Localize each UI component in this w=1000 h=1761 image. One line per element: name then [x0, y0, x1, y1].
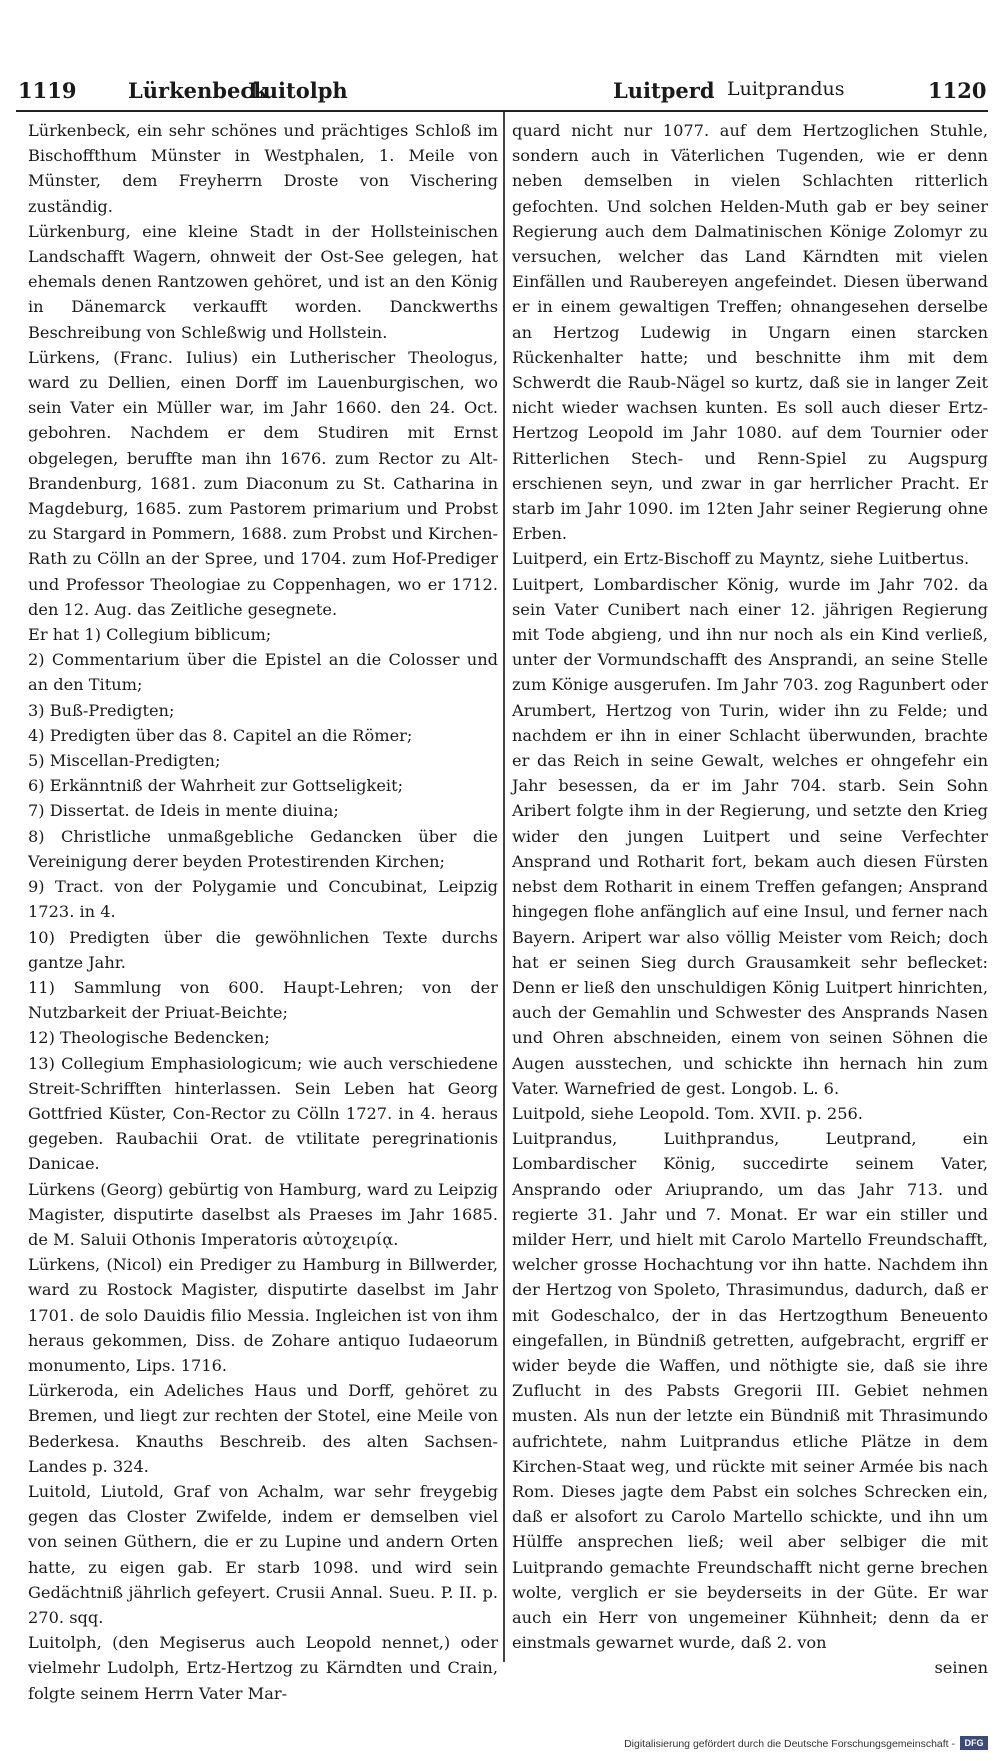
- column-divider: [503, 112, 505, 1662]
- right-catchword-2: Luitprandus: [727, 78, 845, 100]
- catchword-next-page: seinen: [934, 1658, 988, 1678]
- right-catchword-1: Luitperd: [613, 78, 715, 103]
- right-column: [512, 118, 988, 1681]
- entry-luitolph-continued: quard nicht nur 1077. auf dem Hertzoglichen Stuhle, sondern auch in Väterlichen Tugenden, wie er denn neben demselben in vielen Schlachten ritterlich gefochten. Und solchen Helden-Muth gab er bey seiner Regierung auch dem Dalmatinischen Könige Zolomyr zu versuchen, welcher das Land Kärndten mit vielen Einfällen und Raubereyen angefeindet. Diesen überwand er in einem gewaltigen Treffen; ohnangesehen derselbe an Hertzog Ludewig in Ungarn einen starcken Rückenhalter hatte; und beschnitte ihm mit dem Schwerdt die Raub-Nägel so kurtz, daß sie in langer Zeit nicht wieder wachsen kunten. Es soll auch dieser Ertz-Hertzog Leopold im Jahr 1080. auf dem Tournier oder Ritterlichen Stech- und Renn-Spiel zu Augspurg erschienen seyn, und zwar in gar herrlicher Pracht. Er starb im Jahr 1090. im 12ten Jahr seiner Regierung ohne Erben.: [512, 121, 988, 544]
- entry-luitold: Luitold, Liutold, Graf von Achalm, war sehr freygebig gegen das Closter Zwifelde, indem er demselben viel von seinen Güthern, die er zu Lupine und andern Orten hatte, zu eigen gab. Er starb 1098. und wird sein Gedächtniß jährlich gefeyert. Crusii Annal. Sueu. P. II. p. 270. sqq.: [28, 1481, 498, 1627]
- work-item: 6) Erkänntniß der Wahrheit zur Gottseligkeit;: [28, 776, 404, 796]
- entry-lurkens-georg: Lürkens (Georg) gebürtig von Hamburg, ward zu Leipzig Magister, disputirte daselbst als Praeses im Jahr 1685. de M. Saluii Othonis Imperatoris αὐτοχειρίᾳ.: [28, 1179, 498, 1249]
- header-rule: [16, 110, 988, 112]
- left-catchword-2: Luitolph: [248, 78, 348, 103]
- work-item: 10) Predigten über die gewöhnlichen Texte durchs gantze Jahr.: [28, 927, 498, 972]
- entry-luitpold: Luitpold, siehe Leopold. Tom. XVII. p. 256.: [512, 1103, 863, 1123]
- work-item: 5) Miscellan-Predigten;: [28, 751, 221, 771]
- entry-lurkens-nicol: Lürkens, (Nicol) ein Prediger zu Hamburg in Billwerder, ward zu Rostock Magister, disputirte daselbst im Jahr 1701. de solo Dauidis filio Messia. Ingleichen ist von ihm heraus gekommen, Diss. de Zohare antiquo Iudaeorum monumento, Lips. 1716.: [28, 1255, 498, 1375]
- dfg-logo: DFG: [960, 1736, 988, 1750]
- work-item: 4) Predigten über das 8. Capitel an die Römer;: [28, 725, 413, 745]
- work-item: 3) Buß-Predigten;: [28, 700, 175, 720]
- right-page-number: 1120: [928, 78, 987, 103]
- work-item: 11) Sammlung von 600. Haupt-Lehren; von der Nutzbarkeit der Priuat-Beichte;: [28, 977, 498, 1023]
- entry-lurkenburg: Lürkenburg, eine kleine Stadt in der Hollsteinischen Landschafft Wagern, ohnweit der Ost-See gelegen, hat ehemals denen Rantzowen gehöret, und ist an den König in Dänemarck verkaufft worden. Danckwerths Beschreibung von Schleßwig und Hollstein.: [28, 221, 498, 342]
- entry-lurkenbeck: Lürkenbeck, ein sehr schönes und prächtiges Schloß im Bischoffthum Münster in Westphalen, 1. Meile von Münster, dem Freyherrn Droste von Vischering zuständig.: [28, 121, 498, 216]
- work-item: 8) Christliche unmaßgebliche Gedancken über die Vereinigung derer beyden Protestirenden Kirchen;: [28, 826, 498, 871]
- entry-luitpert: Luitpert, Lombardischer König, wurde im Jahr 702. da sein Vater Cunibert nach einer 12. jährigen Regierung mit Tode abgieng, und ihn nur noch als ein Kind verließ, unter der Vormundschafft des Ansprandi, an seine Stelle zum Könige ausgerufen. Im Jahr 703. zog Ragunbert oder Arumbert, Hertzog von Turin, wider ihn zu Felde; und nachdem er ihn in einer Schlacht überwunden, brachte er das Reich in seine Gewalt, welches er ohngefehr ein Jahr besessen, da er im Jahr 704. starb. Sein Sohn Aribert folgte ihm in der Regierung, und setzte den Krieg wider den jungen Luitpert und seine Verfechter Ansprand und Rotharit fort, bekam auch diesen Fürsten nebst dem Rotharit in einem Treffen gefangen; Ansprand hingegen flohe anfänglich auf eine Insul, und ferner nach Bayern. Aripert war also völlig Meister vom Reich; doch hat er seinen Sieg durch Grausamkeit sehr beflecket: Denn er ließ den unschuldigen König Luitpert hinrichten, auch der Gemahlin und Schwester des Ansprands Nasen und Ohren abschneiden, einem von seinen Söhnen die Augen ausstechen, und schickte ihn hernach hin zum Vater. Warnefried de gest. Longob. L. 6.: [512, 574, 988, 1098]
- entry-luitolph: Luitolph, (den Megiserus auch Leopold nennet,) oder vielmehr Ludolph, Ertz-Hertzog zu Kärndten und Crain, folgte seinem Herrn Vater Mar-: [28, 1633, 498, 1703]
- work-item: 13) Collegium Emphasiologicum; wie auch verschiedene Streit-Schrifften hinterlassen. Sein Leben hat Georg Gottfried Küster, Con-Rector zu Cölln 1727. in 4. heraus gegeben. Raubachii Orat. de vtilitate peregrinationis Danicae.: [28, 1053, 498, 1174]
- work-item: Er hat 1) Collegium biblicum;: [28, 625, 272, 645]
- left-column: [28, 118, 498, 1706]
- digitization-note: Digitalisierung gefördert durch die Deutsche Forschungsgemeinschaft -: [624, 1738, 955, 1750]
- left-catchword-1: Lürkenbeck: [128, 78, 268, 103]
- work-item: 2) Commentarium über die Epistel an die Colosser und an den Titum;: [28, 650, 498, 695]
- work-item: 9) Tract. von der Polygamie und Concubinat, Leipzig 1723. in 4.: [28, 877, 498, 922]
- entry-lurkeroda: Lürkeroda, ein Adeliches Haus und Dorff, gehöret zu Bremen, und liegt zur rechten der Stotel, eine Meile von Bederkesa. Knauths Beschreib. des alten Sachsen-Landes p. 324.: [28, 1381, 498, 1476]
- work-item: 7) Dissertat. de Ideis in mente diuina;: [28, 801, 339, 821]
- work-item: 12) Theologische Bedencken;: [28, 1028, 270, 1048]
- entry-luitperd: Luitperd, ein Ertz-Bischoff zu Mayntz, siehe Luitbertus.: [512, 549, 970, 569]
- left-page-number: 1119: [18, 78, 77, 103]
- entry-luitprandus: Luitprandus, Luithprandus, Leutprand, ein Lombardischer König, succedirte seinem Vater, Ansprando oder Ariuprando, um das Jahr 713. und regierte 31. Jahr und 7. Monat. Er war ein stiller und milder Herr, und hielt mit Carolo Martello Freundschafft, welcher grosse Hochachtung vor ihn hatte. Nachdem ihn der Hertzog von Spoleto, Thrasimundus, dadurch, daß er mit Godeschalco, der in das Hertzogthum Beneuento eingefallen, in Bündniß getretten, aufgebracht, ergriff er wider beyde die Waffen, und nöthigte sie, daß sie ihre Zuflucht in des Pabsts Gregorii III. Gebiet nehmen musten. Als nun der letzte ein Bündniß mit Thrasimundo aufrichtete, nahm Luitprandus etliche Plätze in dem Kirchen-Staat weg, und rückte mit seiner Armée bis nach Rom. Dieses jagte dem Pabst ein solches Schrecken ein, daß er alsofort zu Carolo Martello schickte, und ihn um Hülffe ansprechen ließ; weil aber selbiger die mit Luitprando gemachte Freundschafft nicht gerne brechen wolte, verglich er sie beyderseits in der Güte. Er war auch ein Herr von ungemeiner Kühnheit; denn da er einstmals gewarnet wurde, daß 2. von: [512, 1129, 988, 1653]
- entry-lurkens-franc: Lürkens, (Franc. Iulius) ein Lutherischer Theologus, ward zu Dellien, einen Dorff im Lauenburgischen, wo sein Vater ein Müller war, im Jahr 1660. den 24. Oct. gebohren. Nachdem er dem Studiren mit Ernst obgelegen, beruffte man ihn 1676. zum Rector zu Alt-Brandenburg, 1681. zum Diaconum zu St. Catharina in Magdeburg, 1685. zum Pastorem primarium und Probst zu Stargard in Pommern, 1688. zum Probst und Kirchen-Rath zu Cölln an der Spree, und 1704. zum Hof-Prediger und Professor Theologiae zu Coppenhagen, wo er 1712. den 12. Aug. das Zeitliche gesegnete.: [28, 347, 498, 619]
